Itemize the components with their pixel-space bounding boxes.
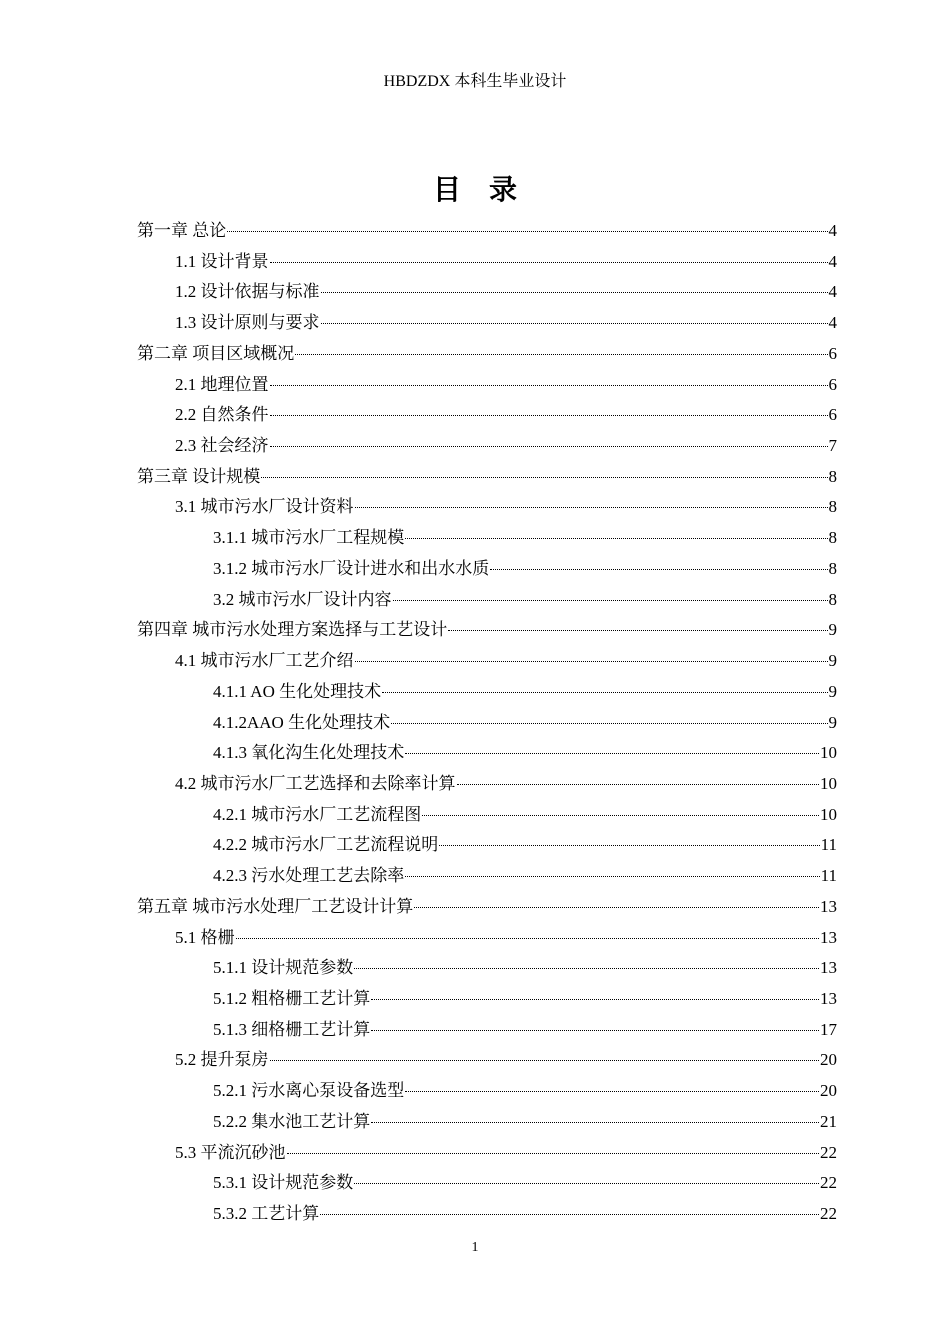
toc-entry-page: 9 [828, 712, 837, 732]
toc-entry[interactable] [137, 677, 837, 708]
toc-dot-leader [270, 415, 828, 416]
toc-dot-leader [391, 723, 827, 724]
toc-entry[interactable] [137, 953, 837, 984]
toc-entry-page: 20 [820, 1081, 837, 1101]
toc-entry-label: 第五章 城市污水处理厂工艺设计计算 [137, 896, 414, 916]
toc-entry-page: 21 [820, 1111, 837, 1131]
toc-entry-page: 13 [820, 988, 837, 1008]
toc-entry[interactable] [137, 1168, 837, 1199]
toc-entry-label: 4.1 城市污水厂工艺介绍 [175, 651, 354, 671]
toc-entry-label: 4.1.2AAO 生化处理技术 [213, 712, 391, 732]
toc-dot-leader [448, 630, 827, 631]
toc-dot-leader [295, 354, 827, 355]
toc-entry-page: 22 [820, 1142, 837, 1162]
toc-entry-page: 10 [820, 773, 837, 793]
toc-entry[interactable] [137, 615, 837, 646]
toc-entry[interactable] [137, 585, 837, 616]
toc-entry-label: 4.2 城市污水厂工艺选择和去除率计算 [175, 773, 456, 793]
toc-entry[interactable] [137, 800, 837, 831]
toc-entry-label: 2.2 自然条件 [175, 405, 269, 425]
toc-entry-label: 1.2 设计依据与标准 [175, 282, 320, 302]
toc-entry[interactable] [137, 646, 837, 677]
toc-entry-label: 第二章 项目区域概况 [137, 343, 295, 363]
toc-entry-label: 3.2 城市污水厂设计内容 [213, 589, 392, 609]
toc-entry[interactable] [137, 400, 837, 431]
toc-entry-label: 1.3 设计原则与要求 [175, 313, 320, 333]
toc-dot-leader [320, 1214, 819, 1215]
toc-entry-label: 5.2.1 污水离心泵设备选型 [213, 1081, 405, 1101]
toc-entry-label: 2.3 社会经济 [175, 436, 269, 456]
toc-entry-label: 5.2 提升泵房 [175, 1050, 269, 1070]
toc-dot-leader [414, 907, 819, 908]
toc-dot-leader [405, 1091, 819, 1092]
toc-dot-leader [355, 661, 828, 662]
toc-entry-label: 5.1 格栅 [175, 927, 235, 947]
toc-entry-page: 22 [820, 1173, 837, 1193]
toc-dot-leader [354, 968, 819, 969]
toc-entry-page: 6 [828, 405, 837, 425]
toc-entry-label: 2.1 地理位置 [175, 374, 269, 394]
toc-dot-leader [371, 999, 819, 1000]
toc-entry[interactable] [137, 554, 837, 585]
toc-entry-page: 20 [820, 1050, 837, 1070]
toc-dot-leader [236, 938, 820, 939]
toc-entry-label: 4.2.2 城市污水厂工艺流程说明 [213, 835, 439, 855]
toc-entry-page: 8 [828, 558, 837, 578]
toc-entry[interactable] [137, 308, 837, 339]
toc-entry-page: 8 [828, 589, 837, 609]
toc-entry-page: 8 [828, 497, 837, 517]
toc-entry[interactable] [137, 1107, 837, 1138]
toc-entry-page: 13 [820, 927, 837, 947]
toc-dot-leader [490, 569, 827, 570]
toc-entry[interactable] [137, 769, 837, 800]
toc-entry[interactable] [137, 830, 837, 861]
toc-entry-page: 4 [828, 221, 837, 240]
toc-entry-page: 7 [828, 436, 837, 456]
toc-entry-label: 5.3.1 设计规范参数 [213, 1173, 354, 1193]
toc-dot-leader [287, 1153, 820, 1154]
toc-entry-label: 3.1.2 城市污水厂设计进水和出水水质 [213, 558, 490, 578]
toc-entry[interactable] [137, 1045, 837, 1076]
toc-dot-leader [405, 876, 819, 877]
toc-entry-label: 5.2.2 集水池工艺计算 [213, 1111, 371, 1131]
toc-entry-page: 8 [828, 528, 837, 548]
toc-entry[interactable] [137, 277, 837, 308]
toc-entry-label: 5.1.1 设计规范参数 [213, 958, 354, 978]
toc-entry-label: 5.3 平流沉砂池 [175, 1142, 286, 1162]
toc-entry[interactable] [137, 708, 837, 739]
toc-dot-leader [371, 1122, 819, 1123]
table-of-contents [137, 216, 837, 1230]
running-header: HBDZDX 本科生毕业设计 [383, 73, 567, 90]
toc-dot-leader [371, 1030, 819, 1031]
toc-entry-page: 10 [820, 743, 837, 763]
toc-entry-label: 第四章 城市污水处理方案选择与工艺设计 [137, 620, 448, 640]
toc-entry-page: 13 [820, 896, 837, 916]
toc-dot-leader [405, 538, 827, 539]
toc-entry-page: 6 [828, 343, 837, 363]
toc-dot-leader [439, 845, 819, 846]
toc-dot-leader [227, 231, 827, 232]
toc-entry-page: 13 [820, 958, 837, 978]
toc-entry-page: 17 [820, 1019, 837, 1039]
toc-entry-page: 11 [820, 866, 837, 886]
toc-entry[interactable] [137, 431, 837, 462]
toc-entry-page: 11 [820, 835, 837, 855]
toc-entry-page: 10 [820, 804, 837, 824]
toc-entry[interactable] [137, 1015, 837, 1046]
toc-entry[interactable] [137, 892, 837, 923]
toc-entry-label: 第一章 总论 [137, 221, 227, 240]
toc-entry-label: 4.2.1 城市污水厂工艺流程图 [213, 804, 422, 824]
toc-entry-page: 9 [828, 681, 837, 701]
toc-entry[interactable] [137, 984, 837, 1015]
toc-dot-leader [321, 292, 828, 293]
toc-entry-label: 5.1.3 细格栅工艺计算 [213, 1019, 371, 1039]
toc-entry[interactable] [137, 923, 837, 954]
toc-entry[interactable] [137, 462, 837, 493]
toc-entry-page: 8 [828, 466, 837, 486]
toc-dot-leader [270, 385, 828, 386]
toc-dot-leader [422, 815, 819, 816]
toc-entry-page: 6 [828, 374, 837, 394]
toc-entry-label: 4.2.3 污水处理工艺去除率 [213, 866, 405, 886]
toc-entry-label: 3.1 城市污水厂设计资料 [175, 497, 354, 517]
toc-dot-leader [261, 477, 827, 478]
toc-dot-leader [382, 692, 827, 693]
toc-entry[interactable] [137, 738, 837, 769]
toc-entry-label: 5.3.2 工艺计算 [213, 1204, 320, 1223]
toc-entry-page: 4 [828, 251, 837, 271]
toc-entry[interactable] [137, 523, 837, 554]
toc-dot-leader [355, 507, 828, 508]
toc-entry-label: 第三章 设计规模 [137, 466, 261, 486]
toc-dot-leader [270, 262, 828, 263]
toc-dot-leader [321, 323, 828, 324]
toc-entry[interactable] [137, 339, 837, 370]
toc-entry-label: 4.1.1 AO 生化处理技术 [213, 681, 382, 701]
toc-entry-page: 9 [828, 620, 837, 640]
toc-entry[interactable] [137, 370, 837, 401]
toc-dot-leader [405, 753, 819, 754]
toc-entry[interactable] [137, 861, 837, 892]
toc-entry-page: 9 [828, 651, 837, 671]
toc-title: 目录 [432, 173, 545, 206]
toc-entry[interactable] [137, 492, 837, 523]
toc-entry[interactable] [137, 216, 837, 247]
toc-entry[interactable] [137, 247, 837, 278]
toc-dot-leader [457, 784, 820, 785]
toc-entry-label: 5.1.2 粗格栅工艺计算 [213, 988, 371, 1008]
toc-dot-leader [354, 1183, 819, 1184]
toc-entry-page: 4 [828, 282, 837, 302]
toc-dot-leader [270, 1060, 820, 1061]
toc-entry-label: 1.1 设计背景 [175, 251, 269, 271]
toc-entry[interactable] [137, 1076, 837, 1107]
toc-entry-label: 4.1.3 氧化沟生化处理技术 [213, 743, 405, 763]
toc-entry[interactable] [137, 1199, 837, 1230]
toc-entry-page: 4 [828, 313, 837, 333]
toc-entry[interactable] [137, 1138, 837, 1169]
toc-entry-page: 22 [820, 1204, 837, 1223]
toc-dot-leader [270, 446, 828, 447]
page-number: 1 [471, 1240, 479, 1255]
toc-entry-label: 3.1.1 城市污水厂工程规模 [213, 528, 405, 548]
toc-dot-leader [393, 600, 828, 601]
